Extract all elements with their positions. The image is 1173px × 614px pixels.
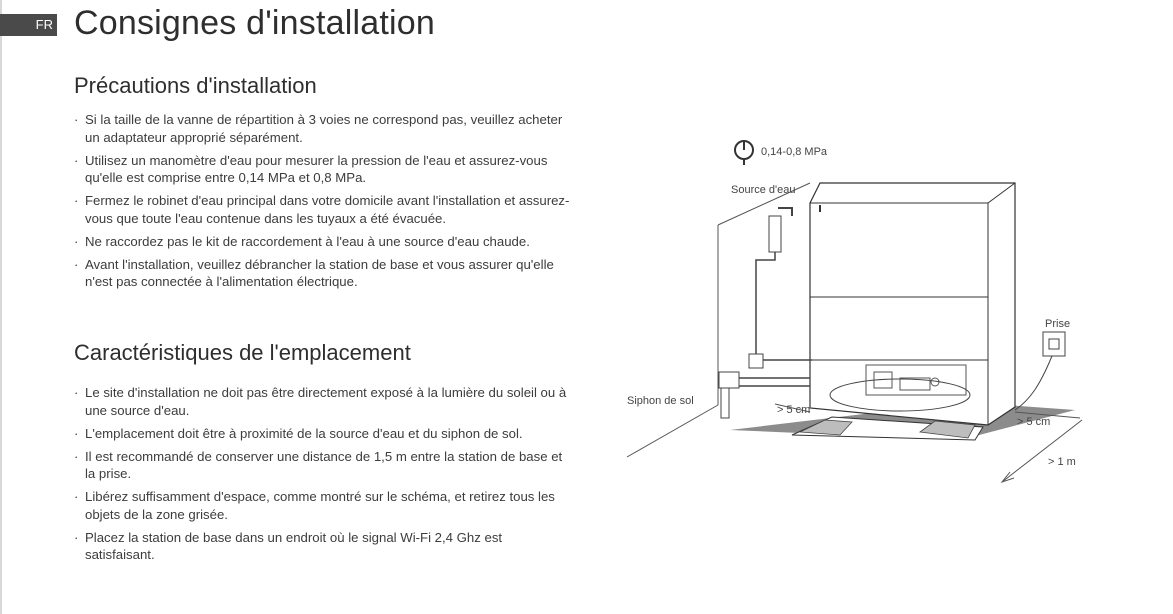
list-item: · Fermez le robinet d'eau principal dans votre domicile avant l'installation et assurez-vous que toute l'eau contenue dans les tuyaux a été évacuée. [74, 192, 574, 227]
list-item: · Avant l'installation, veuillez débrancher la station de base et vous assurer qu'elle n'est pas connectée à l'alimentation électrique. [74, 256, 574, 291]
list-item: · Placez la station de base dans un endroit où le signal Wi-Fi 2,4 Ghz est satisfaisant. [74, 529, 574, 564]
installation-diagram [600, 120, 1120, 500]
section-title-location: Caractéristiques de l'emplacement [74, 340, 411, 365]
section-title-precautions: Précautions d'installation [74, 73, 317, 98]
language-tab: FR [0, 14, 57, 36]
wall-line-left [627, 405, 718, 457]
location-list [74, 384, 574, 569]
faucet [778, 208, 792, 216]
front-clearance-label: > 1 m [1048, 456, 1076, 468]
list-item: · L'emplacement doit être à proximité de la source d'eau et du siphon de sol. [74, 425, 574, 443]
outlet-label: Prise [1045, 318, 1071, 330]
front-dimension-line [1002, 420, 1082, 482]
outlet-icon [1043, 332, 1065, 356]
power-cord [1015, 356, 1052, 410]
page-title: Consignes d'installation [74, 4, 435, 42]
hose-connector [749, 354, 763, 368]
list-item: · Libérez suffisamment d'espace, comme montré sur le schéma, et retirez tous les objets de la zone grisée. [74, 488, 574, 523]
list-item: · Utilisez un manomètre d'eau pour mesurer la pression de l'eau et assurez-vous qu'elle est comprise entre 0,14 MPa et 0,8 MPa. [74, 152, 574, 187]
drain-pipe [721, 388, 729, 418]
water-source-label: Source d'eau [731, 184, 796, 196]
list-item: · Il est recommandé de conserver une distance de 1,5 m entre la station de base et la prise. [74, 448, 574, 483]
right-clearance-label: > 5 cm [1017, 416, 1051, 428]
precautions-list [74, 111, 574, 296]
drain-elbow [719, 372, 739, 388]
water-hose [756, 252, 812, 360]
valve [769, 216, 781, 252]
list-item: · Si la taille de la vanne de répartition à 3 voies ne correspond pas, veuillez acheter un adaptateur approprié séparément. [74, 111, 574, 146]
list-item: · Ne raccordez pas le kit de raccordement à l'eau à une source d'eau chaude. [74, 233, 574, 251]
drain-hose [739, 378, 810, 386]
floor-drain-label: Siphon de sol [627, 395, 694, 407]
page-margin-rule [0, 0, 2, 614]
pressure-label: 0,14-0,8 MPa [761, 146, 828, 158]
left-clearance-label: > 5 cm [777, 404, 811, 416]
list-item: · Le site d'installation ne doit pas être directement exposé à la lumière du soleil ou à une source d'eau. [74, 384, 574, 419]
